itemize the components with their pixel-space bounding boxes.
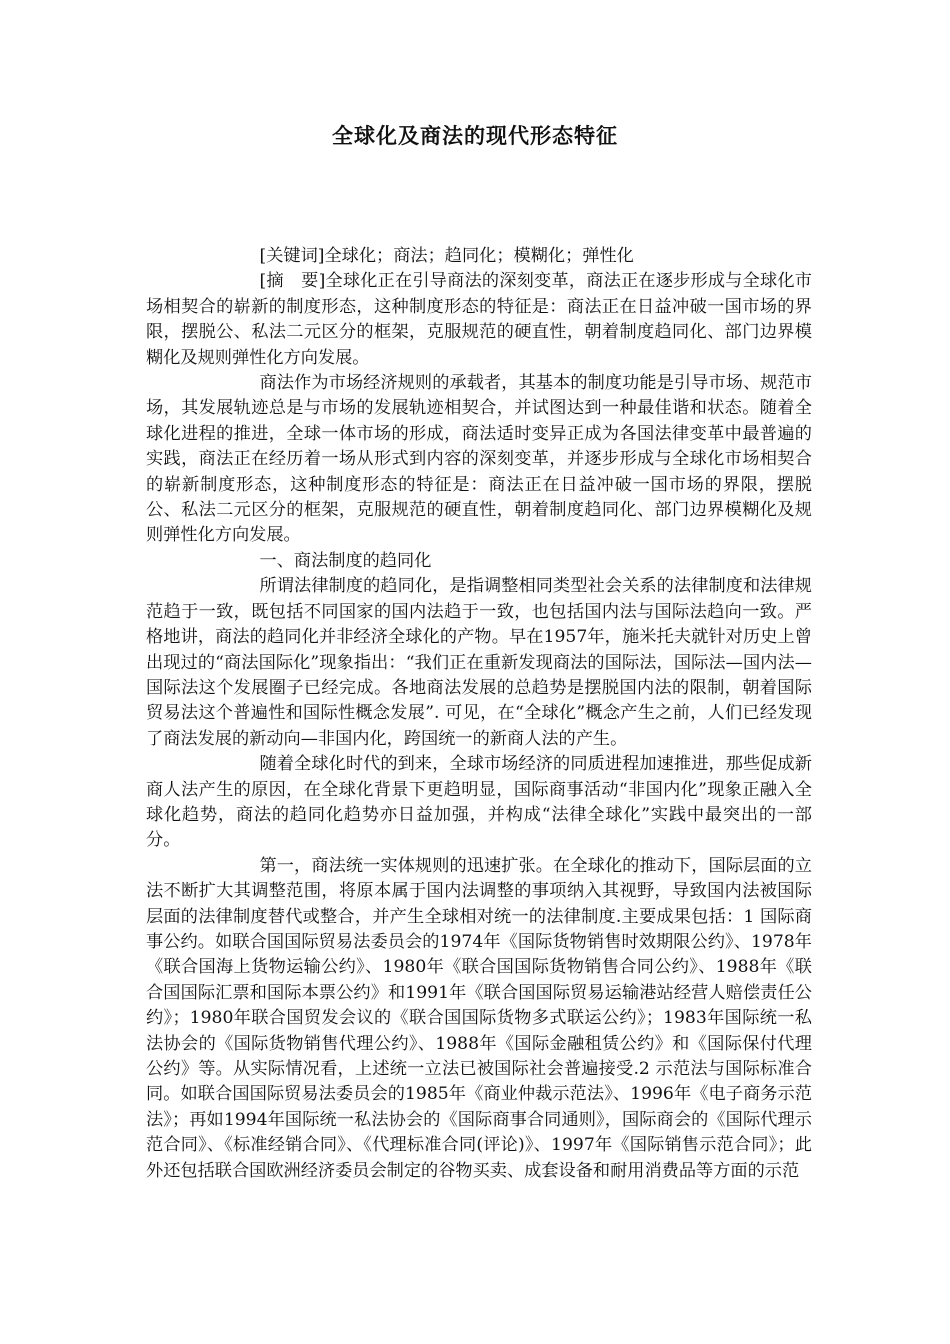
- keywords-paragraph: [关键词]全球化；商法；趋同化；模糊化；弹性化: [259, 246, 634, 266]
- document-body: [146, 244, 812, 1184]
- body-paragraph: 所谓法律制度的趋同化，是指调整相同类型社会关系的法律制度和法律规范趋于一致，既包括不同国家的国内法趋于一致，也包括国内法与国际法趋向一致。严格地讲，商法的趋同化并非经济全球化的产物。早在1957年，施米托夫就针对历史上曾出现过的“商法国际化”现象指出：“我们正在重新发现商法的国际法，国际法—国内法—国际法这个发展圈子已经完成。各地商法发展的总趋势是摆脱国内法的限制，朝着国际贸易法这个普遍性和国际性概念发展”. 可见，在“全球化”概念产生之前，人们已经发现了商法发展的新动向—非国内化，跨国统一的新商人法的产生。: [146, 576, 812, 749]
- abstract-paragraph: [摘 要]全球化正在引导商法的深刻变革，商法正在逐步形成与全球化市场相契合的崭新的制度形态，这种制度形态的特征是：商法正在日益冲破一国市场的界限，摆脱公、私法二元区分的框架，克服规范的硬直性，朝着制度趋同化、部门边界模糊化及规则弹性化方向发展。: [146, 271, 812, 368]
- body-paragraph: 商法作为市场经济规则的承载者，其基本的制度功能是引导市场、规范市场，其发展轨迹总是与市场的发展轨迹相契合，并试图达到一种最佳谐和状态。随着全球化进程的推进，全球一体市场的形成，商法适时变异正成为各国法律变革中最普遍的实践，商法正在经历着一场从形式到内容的深刻变革，并逐步形成与全球化市场相契合的崭新制度形态，这种制度形态的特征是：商法正在日益冲破一国市场的界限，摆脱公、私法二元区分的框架，克服规范的硬直性，朝着制度趋同化、部门边界模糊化及规则弹性化方向发展。: [146, 373, 812, 546]
- document-title: 全球化及商法的现代形态特征: [332, 123, 618, 148]
- body-paragraph: 随着全球化时代的到来，全球市场经济的同质进程加速推进，那些促成新商人法产生的原因，在全球化背景下更趋明显，国际商事活动“非国内化”现象正融入全球化趋势，商法的趋同化趋势亦日益加强，并构成“法律全球化”实践中最突出的一部分。: [146, 754, 812, 851]
- section-heading: 一、商法制度的趋同化: [259, 550, 432, 571]
- body-paragraph: 第一，商法统一实体规则的迅速扩张。在全球化的推动下，国际层面的立法不断扩大其调整范围，将原本属于国内法调整的事项纳入其视野，导致国内法被国际层面的法律制度替代或整合，并产生全球相对统一的法律制度.主要成果包括：1 国际商事公约。如联合国国际贸易法委员会的1974年《国际货物销售时效期限公约》、1978年《联合国海上货物运输公约》、1980年《联合国国际货物销售合同公约》、1988年《联合国国际汇票和国际本票公约》和1991年《联合国国际贸易运输港站经营人赔偿责任公约》；1980年联合国贸发会议的《联合国国际货物多式联运公约》；1983年国际统一私法协会的《国际货物销售代理公约》、1988年《国际金融租赁公约》和《国际保付代理公约》等。从实际情况看，上述统一立法已被国际社会普遍接受.2 示范法与国际标准合同。如联合国国际贸易法委员会的1985年《商业仲裁示范法》、1996年《电子商务示范法》；再如1994年国际统一私法协会的《国际商事合同通则》，国际商会的《国际代理示范合同》、《标准经销合同》、《代理标准合同(评论)》、1997年《国际销售示范合同》；此外还包括联合国欧洲经济委员会制定的谷物买卖、成套设备和耐用消费品等方面的示范: [146, 855, 812, 1181]
